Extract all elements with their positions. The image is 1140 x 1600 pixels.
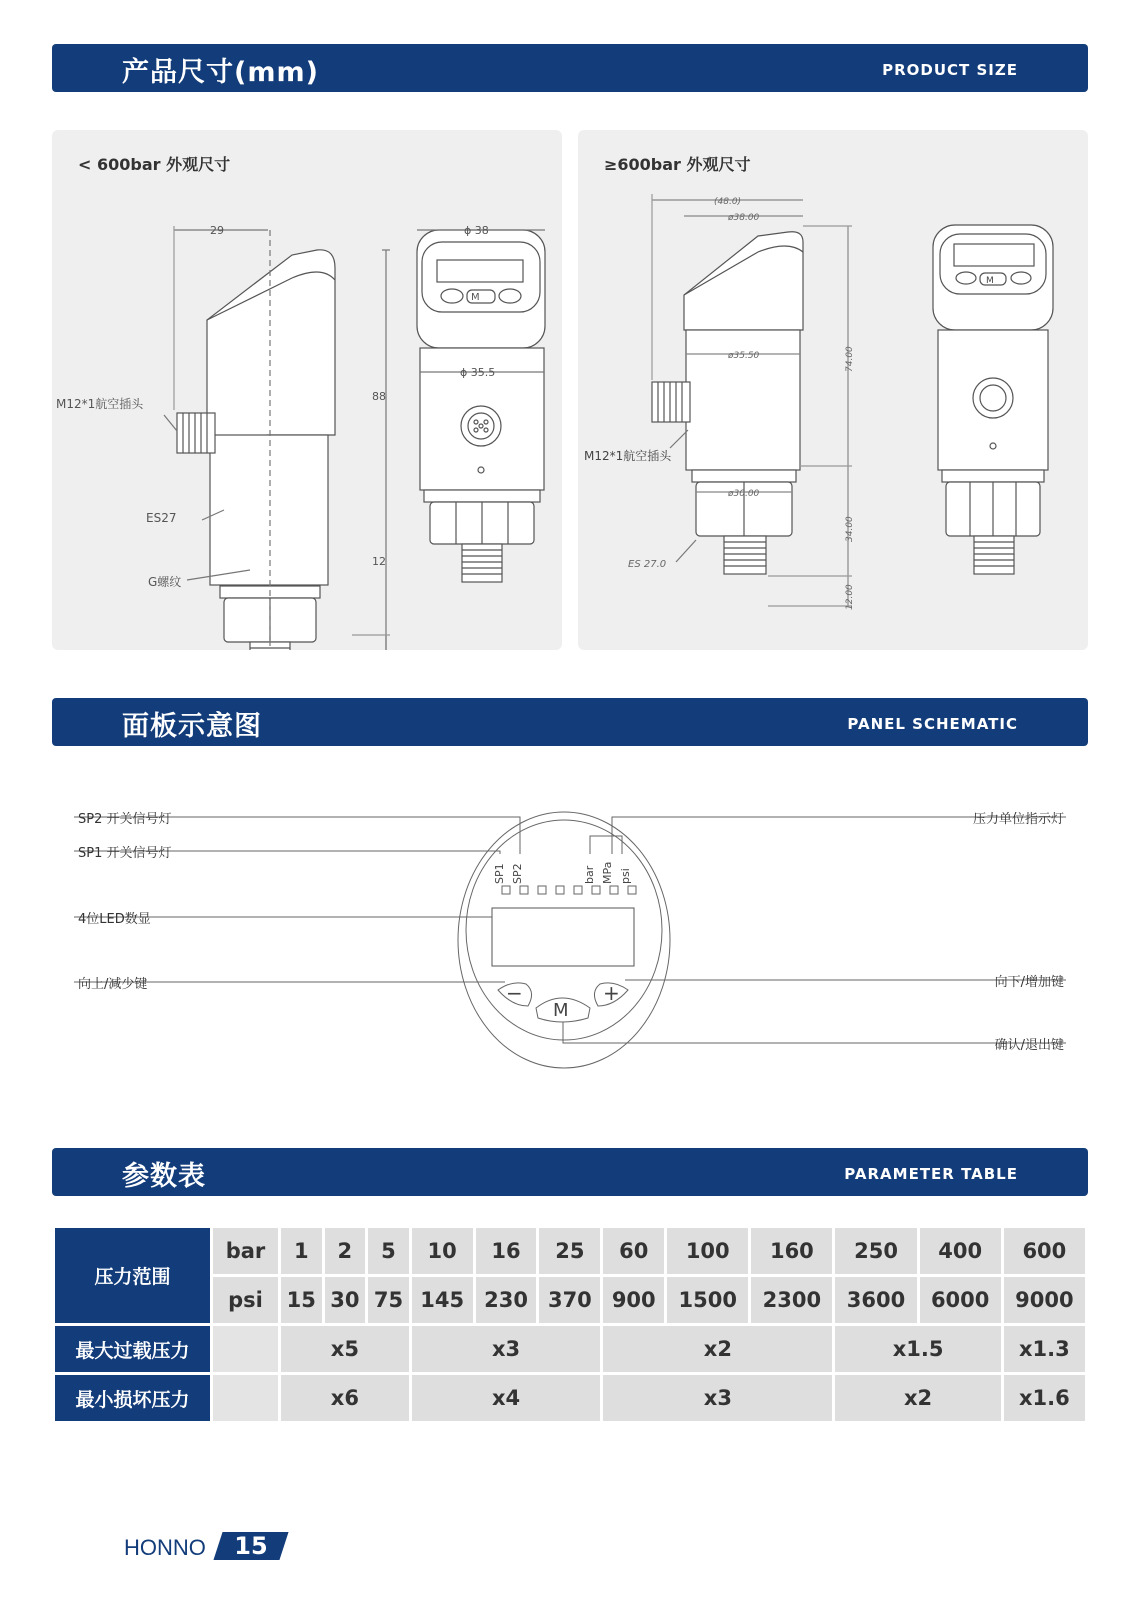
table-cell: 16 <box>476 1228 537 1274</box>
section-title-cn: 面板示意图 <box>122 711 262 742</box>
parameter-table <box>52 1225 1088 1424</box>
label-thread: G螺纹 <box>148 575 182 589</box>
row-header-min-burst: 最小损坏压力 <box>55 1375 210 1421</box>
table-cell: 400 <box>920 1228 1001 1274</box>
table-cell: x5 <box>281 1326 409 1372</box>
label-unit-light: 压力单位指示灯 <box>972 812 1064 827</box>
section-header-parameter-table <box>52 1148 1088 1196</box>
table-cell: 5 <box>368 1228 409 1274</box>
table-row-burst <box>55 1375 1085 1421</box>
side-head-shape <box>207 250 335 442</box>
table-cell: 1500 <box>667 1277 748 1323</box>
drawing-title: < 600bar 外观尺寸 <box>78 155 231 174</box>
drawing-under-600bar <box>52 130 562 650</box>
unit-psi: psi <box>213 1277 278 1323</box>
panel-schematic-drawing <box>0 800 1140 1070</box>
drawing-title: ≥600bar 外观尺寸 <box>604 155 751 174</box>
table-cell: x2 <box>603 1326 832 1372</box>
label-connector: M12*1航空插头 <box>584 449 672 463</box>
indicator-sp2: SP2 <box>511 863 524 884</box>
drawing-panel-under-600bar <box>52 130 562 650</box>
label-confirm-key: 确认/退出键 <box>994 1038 1064 1053</box>
table-cell: 15 <box>281 1277 322 1323</box>
table-cell: 30 <box>325 1277 366 1323</box>
table-cell: x1.5 <box>835 1326 1000 1372</box>
table-cell-empty <box>213 1375 278 1421</box>
table-row-bar <box>55 1228 1085 1274</box>
table-cell: 600 <box>1004 1228 1085 1274</box>
table-cell: 60 <box>603 1228 664 1274</box>
row-header-max-overload: 最大过载压力 <box>55 1326 210 1372</box>
dim-48: (48.0) <box>714 197 742 207</box>
table-cell: x3 <box>603 1375 832 1421</box>
section-header-product-size <box>52 44 1088 92</box>
dim-34: 34.00 <box>845 516 855 542</box>
table-cell: 1 <box>281 1228 322 1274</box>
table-cell: 100 <box>667 1228 748 1274</box>
table-cell: 25 <box>539 1228 600 1274</box>
table-cell: 75 <box>368 1277 409 1323</box>
dim-height-88: 88 <box>372 390 386 403</box>
indicator-bar: bar <box>583 865 596 884</box>
dim-width-29: 29 <box>210 224 224 237</box>
dim-30: ø30.00 <box>728 489 760 499</box>
section-title-en: PARAMETER TABLE <box>844 1165 1018 1183</box>
section-title-cn: 产品尺寸(mm) <box>122 57 319 88</box>
drawing-over-600bar <box>578 130 1088 650</box>
minus-key-glyph: − <box>506 981 523 1005</box>
dim-dia-35-5: ϕ 35.5 <box>460 366 496 379</box>
dim-thread-12: 12 <box>372 555 386 568</box>
front-key-m: M <box>986 276 994 286</box>
table-row-overload <box>55 1326 1085 1372</box>
table-cell: 10 <box>412 1228 473 1274</box>
indicator-mpa: MPa <box>601 861 614 884</box>
page-number: 15 <box>234 1532 268 1560</box>
page-number-badge <box>213 1532 288 1560</box>
plus-key-glyph: + <box>603 981 620 1005</box>
label-down-key: 向下/增加键 <box>994 975 1064 990</box>
front-key-m: M <box>471 292 480 303</box>
table-cell: 145 <box>412 1277 473 1323</box>
led-display <box>492 908 634 966</box>
label-hex: ES27 <box>146 511 177 525</box>
unit-bar: bar <box>213 1228 278 1274</box>
table-cell: x1.3 <box>1004 1326 1085 1372</box>
label-connector: M12*1航空插头 <box>56 397 144 411</box>
section-title-en: PANEL SCHEMATIC <box>847 715 1018 733</box>
table-cell: 230 <box>476 1277 537 1323</box>
label-up-key: 向上/减少键 <box>78 977 148 992</box>
section-title-cn: 参数表 <box>122 1161 206 1192</box>
label-hex: ES 27.0 <box>628 559 667 570</box>
table-cell: 9000 <box>1004 1277 1085 1323</box>
table-cell: 2300 <box>751 1277 832 1323</box>
dim-12: 12.00 <box>845 584 855 610</box>
table-cell: x6 <box>281 1375 409 1421</box>
table-cell-empty <box>213 1326 278 1372</box>
drawing-panel-over-600bar <box>578 130 1088 650</box>
label-sp1-light: SP1 开关信号灯 <box>78 846 172 861</box>
table-cell: 3600 <box>835 1277 916 1323</box>
label-sp2-light: SP2 开关信号灯 <box>78 812 172 827</box>
table-cell: 2 <box>325 1228 366 1274</box>
dim-74: 74.00 <box>845 346 855 372</box>
table-cell: x4 <box>412 1375 601 1421</box>
dim-38: ø38.00 <box>728 213 760 223</box>
label-led-display: 4位LED数显 <box>78 912 151 927</box>
table-cell: 370 <box>539 1277 600 1323</box>
dim-35-5: ø35.50 <box>728 351 760 361</box>
m-key-glyph: M <box>553 1000 569 1021</box>
table-cell: 160 <box>751 1228 832 1274</box>
section-title-en: PRODUCT SIZE <box>882 61 1018 79</box>
indicator-psi: psi <box>619 868 632 884</box>
front-connector <box>461 406 501 446</box>
section-header-panel-schematic <box>52 698 1088 746</box>
table-cell: 250 <box>835 1228 916 1274</box>
table-cell: 900 <box>603 1277 664 1323</box>
dim-dia-38: ϕ 38 <box>464 224 489 237</box>
footer-brand: HONNO <box>124 1535 206 1560</box>
indicator-sp1: SP1 <box>493 863 506 884</box>
table-cell: x1.6 <box>1004 1375 1085 1421</box>
table-cell: 6000 <box>920 1277 1001 1323</box>
table-cell: x3 <box>412 1326 601 1372</box>
front-display <box>437 260 523 282</box>
side-body <box>210 435 328 585</box>
row-header-pressure-range: 压力范围 <box>55 1228 210 1323</box>
table-cell: x2 <box>835 1375 1000 1421</box>
